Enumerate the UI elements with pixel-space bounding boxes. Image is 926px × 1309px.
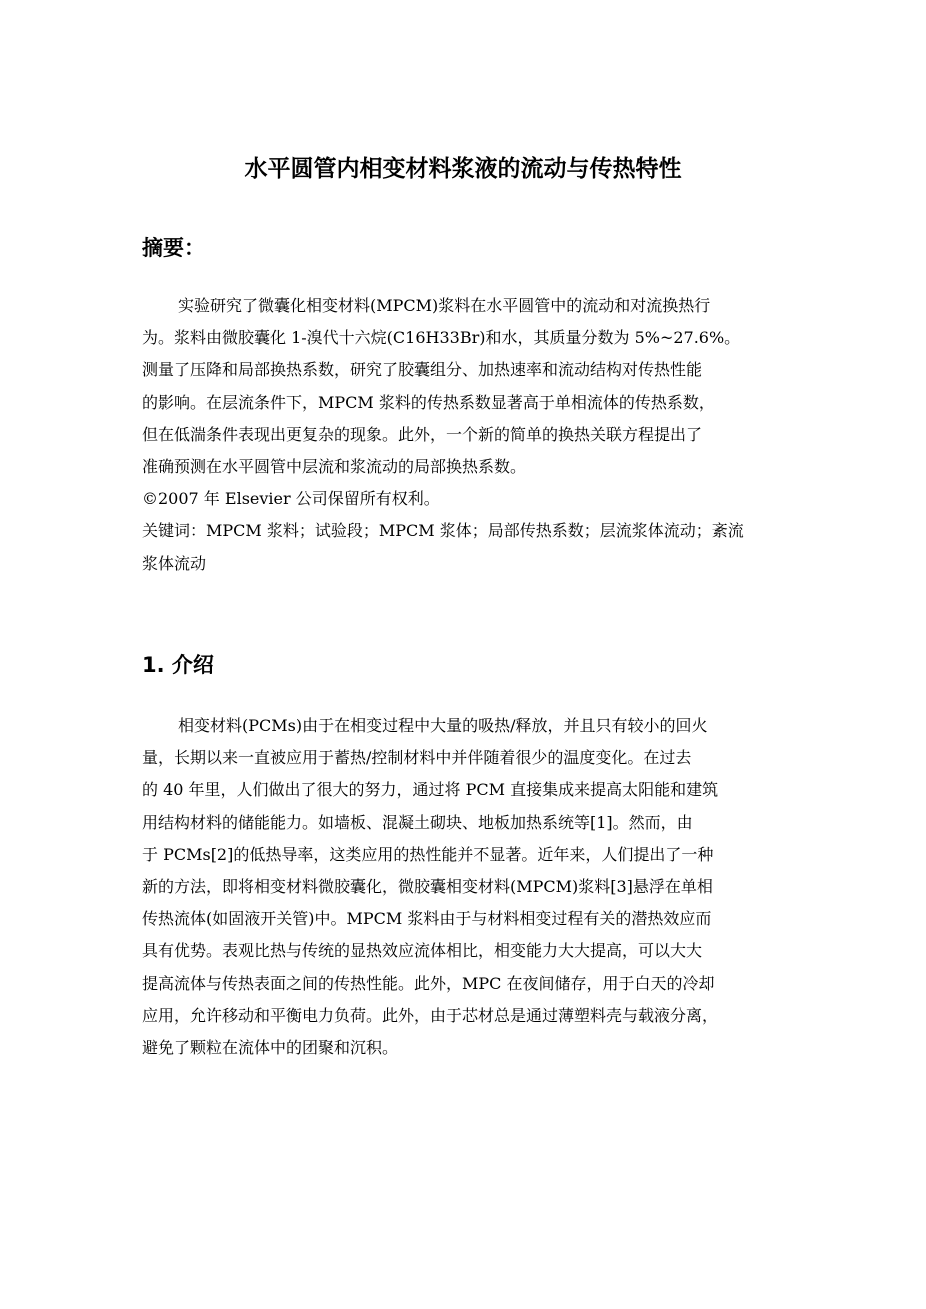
- introduction-section: [142, 710, 787, 1064]
- intro-line: 于 PCMs[2]的低热导率，这类应用的热性能并不显著。近年来，人们提出了一种: [142, 844, 714, 864]
- intro-line: 新的方法，即将相变材料微胶囊化，微胶囊相变材料(MPCM)浆料[3]悬浮在单相: [142, 876, 713, 896]
- abstract-section: [142, 290, 787, 580]
- intro-line: 具有优势。表观比热与传统的显热效应流体相比，相变能力大大提高，可以大大: [142, 941, 703, 961]
- abstract-heading: 摘要：: [142, 236, 205, 260]
- abstract-line: 为。浆料由微胶囊化 1-溴代十六烷(C16H33Br)和水，其质量分数为 5%~27.6%。: [142, 328, 741, 348]
- introduction-heading: 1. 介绍: [142, 653, 214, 677]
- abstract-line: 测量了压降和局部换热系数，研究了胶囊组分、加热速率和流动结构对传热性能: [142, 360, 703, 380]
- abstract-line: 实验研究了微囊化相变材料(MPCM)浆料在水平圆管中的流动和对流换热行: [178, 296, 711, 315]
- copyright-line: ©2007 年 Elsevier 公司保留所有权利。: [142, 489, 440, 509]
- intro-line: 量，长期以来一直被应用于蓄热/控制材料中并伴随着很少的温度变化。在过去: [142, 748, 692, 768]
- intro-line: 提高流体与传热表面之间的传热性能。此外，MPC 在夜间储存，用于白天的冷却: [142, 973, 715, 993]
- abstract-line: 的影响。在层流条件下，MPCM 浆料的传热系数显著高于单相流体的传热系数，: [142, 392, 715, 412]
- abstract-line: 准确预测在水平圆管中层流和浆流动的局部换热系数。: [142, 456, 527, 476]
- keywords-line: 浆体流动: [142, 553, 207, 573]
- abstract-line: 但在低湍条件表现出更复杂的现象。此外，一个新的简单的换热关联方程提出了: [142, 424, 703, 444]
- intro-line: 相变材料(PCMs)由于在相变过程中大量的吸热/释放，并且只有较小的回火: [178, 716, 708, 735]
- intro-line: 避免了颗粒在流体中的团聚和沉积。: [142, 1037, 399, 1057]
- intro-line: 用结构材料的储能能力。如墙板、混凝土砌块、地板加热系统等[1]。然而，由: [142, 812, 693, 832]
- intro-line: 应用，允许移动和平衡电力负荷。此外，由于芯材总是通过薄塑料壳与载液分离，: [142, 1005, 719, 1025]
- document-title: 水平圆管内相变材料浆液的流动与传热特性: [244, 156, 682, 182]
- intro-line: 的 40 年里，人们做出了很大的努力，通过将 PCM 直接集成来提高太阳能和建筑: [142, 780, 719, 800]
- intro-line: 传热流体(如固液开关管)中。MPCM 浆料由于与材料相变过程有关的潜热效应而: [142, 909, 712, 929]
- keywords-line: 关键词：MPCM 浆料；试验段；MPCM 浆体；局部传热系数；层流浆体流动；紊流: [142, 521, 744, 541]
